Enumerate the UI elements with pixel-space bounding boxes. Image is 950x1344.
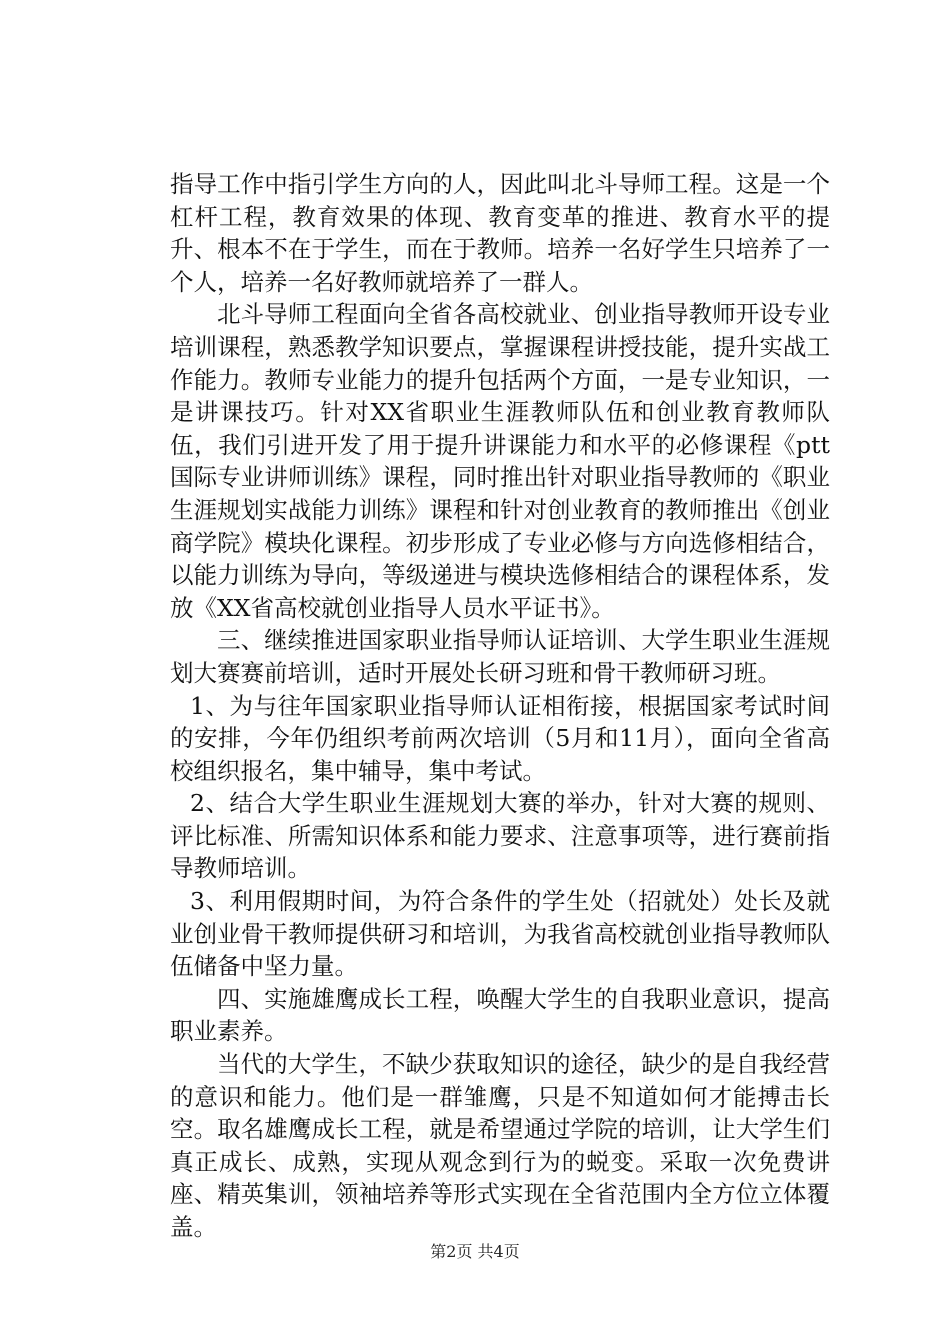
paragraph-item-1: 1、为与往年国家职业指导师认证相衔接，根据国家考试时间的安排，今年仍组织考前两次培训（5月和11月），面向全省高校组织报名，集中辅导，集中考试。: [170, 691, 830, 785]
paragraph-eagle-growth: 当代的大学生，不缺少获取知识的途径，缺少的是自我经营的意识和能力。他们是一群雏鹰，只是不知道如何才能搏击长空。取名雄鹰成长工程，就是希望通过学院的培训，让大学生们真正成长、成熟，实现从观念到行为的蜕变。采取一次免费讲座、精英集训，领袖培养等形式实现在全省范围内全方位立体覆盖。: [170, 1050, 830, 1241]
page-footer: 第2页 共4页: [430, 1242, 520, 1261]
paragraph-beidou-courses: 北斗导师工程面向全省各高校就业、创业指导教师开设专业培训课程，熟悉教学知识要点，掌握课程讲授技能，提升实战工作能力。教师专业能力的提升包括两个方面，一是专业知识，一是讲课技巧。针对XX省职业生涯教师队伍和创业教育教师队伍，我们引进开发了用于提升讲课能力和水平的必修课程《ptt国际专业讲师训练》课程，同时推出针对职业指导教师的《职业生涯规划实战能力训练》课程和针对创业教育的教师推出《创业商学院》模块化课程。初步形成了专业必修与方向选修相结合，以能力训练为导向，等级递进与模块选修相结合的课程体系，发放《XX省高校就创业指导人员水平证书》。: [170, 300, 830, 622]
paragraph-item-3: 3、利用假期时间，为符合条件的学生处（招就处）处长及就业创业骨干教师提供研习和培训，为我省高校就创业指导教师队伍储备中坚力量。: [170, 887, 830, 981]
paragraph-beidou-intro-cont: 指导工作中指引学生方向的人，因此叫北斗导师工程。这是一个杠杆工程，教育效果的体现、教育变革的推进、教育水平的提升、根本不在于学生，而在于教师。培养一名好学生只培养了一个人，培养一名好教师就培养了一群人。: [170, 170, 830, 296]
heading-section-four: 四、实施雄鹰成长工程，唤醒大学生的自我职业意识，提高职业素养。: [170, 984, 830, 1046]
paragraph-item-2: 2、结合大学生职业生涯规划大赛的举办，针对大赛的规则、评比标准、所需知识体系和能力要求、注意事项等，进行赛前指导教师培训。: [170, 789, 830, 883]
document-body: [170, 168, 830, 1244]
heading-section-three: 三、继续推进国家职业指导师认证培训、大学生职业生涯规划大赛赛前培训，适时开展处长研习班和骨干教师研习班。: [170, 626, 830, 687]
